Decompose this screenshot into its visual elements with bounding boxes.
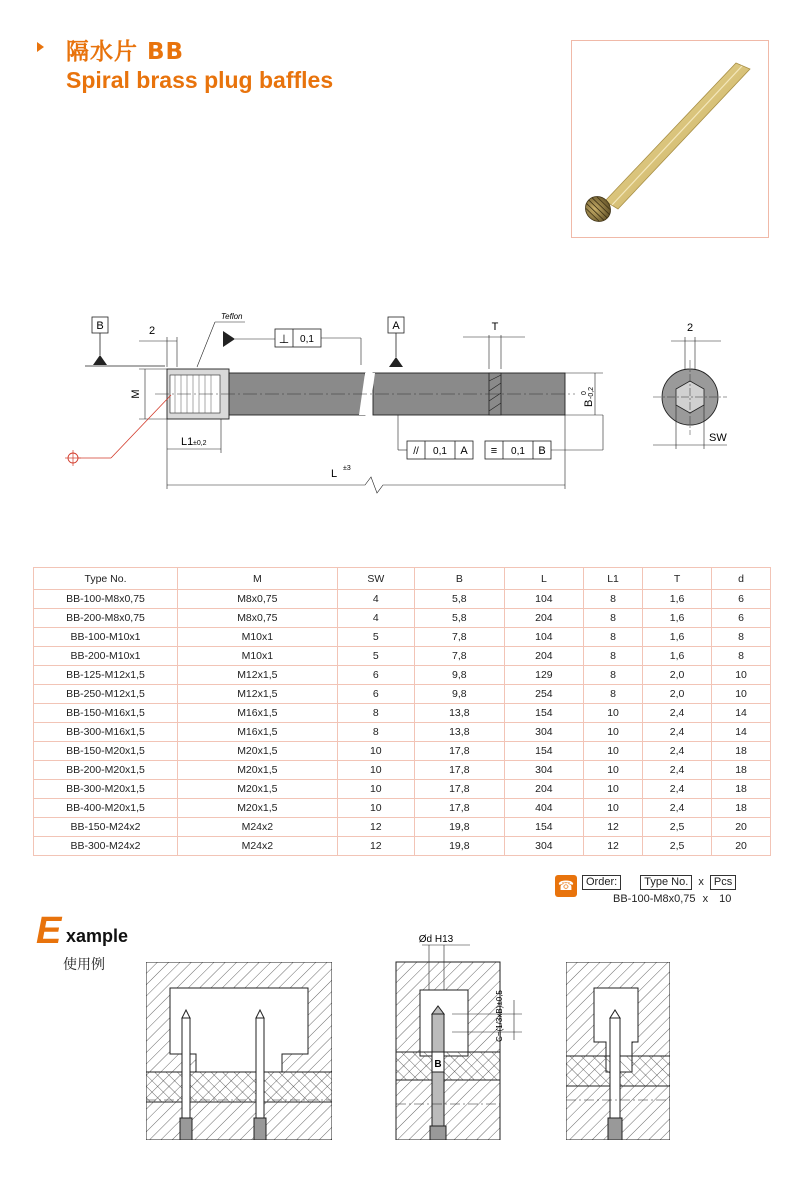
table-cell: 6 — [712, 590, 771, 609]
product-title-en: Spiral brass plug baffles — [66, 67, 334, 93]
phone-order-icon: ☎ — [555, 875, 577, 897]
example-c-formula: C=(1/3xB)±0,5 — [495, 990, 504, 1042]
table-cell: 104 — [504, 628, 583, 647]
table-cell: 104 — [504, 590, 583, 609]
side-sw-label: SW — [709, 432, 727, 444]
table-cell: 1,6 — [642, 590, 711, 609]
table-cell: 254 — [504, 685, 583, 704]
table-cell: 5 — [337, 647, 414, 666]
table-cell: 4 — [337, 590, 414, 609]
table-row — [34, 742, 771, 761]
table-cell: 6 — [337, 685, 414, 704]
table-cell: BB-200-M10x1 — [34, 647, 178, 666]
table-cell: 204 — [504, 780, 583, 799]
table-cell: BB-400-M20x1,5 — [34, 799, 178, 818]
table-cell: 204 — [504, 609, 583, 628]
table-cell: 154 — [504, 742, 583, 761]
table-cell: BB-200-M20x1,5 — [34, 761, 178, 780]
table-cell: 10 — [337, 761, 414, 780]
column-header: L — [504, 568, 583, 590]
flat-ref: B — [538, 445, 546, 457]
table-cell: 18 — [712, 799, 771, 818]
table-cell: 10 — [584, 742, 643, 761]
example-figure-3 — [566, 962, 670, 1140]
column-header: d — [712, 568, 771, 590]
example-figure-2 — [392, 930, 532, 1140]
example-heading: xample — [66, 926, 129, 946]
table-cell: 6 — [337, 666, 414, 685]
table-cell: 19,8 — [414, 818, 504, 837]
side-dim-2: 2 — [686, 322, 694, 334]
table-cell: 18 — [712, 780, 771, 799]
table-row — [34, 590, 771, 609]
table-row — [34, 799, 771, 818]
order-example — [613, 893, 731, 905]
table-cell: BB-300-M20x1,5 — [34, 780, 178, 799]
table-row — [34, 609, 771, 628]
table-cell: 5,8 — [414, 609, 504, 628]
order-format — [582, 875, 736, 890]
product-photo — [571, 40, 769, 238]
title-bullet-icon — [37, 42, 44, 52]
table-cell: BB-100-M8x0,75 — [34, 590, 178, 609]
table-header-row — [34, 568, 771, 590]
svg-text://: // — [413, 446, 419, 457]
end-view — [653, 322, 727, 449]
table-cell: M8x0,75 — [178, 590, 338, 609]
table-cell: BB-125-M12x1,5 — [34, 666, 178, 685]
table-row — [34, 723, 771, 742]
table-cell: 14 — [712, 723, 771, 742]
table-cell: 2,5 — [642, 837, 711, 856]
table-cell: 8 — [584, 590, 643, 609]
table-cell: 8 — [337, 704, 414, 723]
table-row — [34, 837, 771, 856]
table-cell: 10 — [584, 780, 643, 799]
dim-l1-label: L1 — [181, 436, 194, 448]
table-cell: M16x1,5 — [178, 704, 338, 723]
table-cell: 1,6 — [642, 609, 711, 628]
table-cell: 154 — [504, 818, 583, 837]
parallel-tol: 0,1 — [433, 446, 447, 457]
table-cell: 1,6 — [642, 628, 711, 647]
table-cell: 10 — [712, 685, 771, 704]
table-cell: 14 — [712, 704, 771, 723]
table-cell: 404 — [504, 799, 583, 818]
example-initial: E — [36, 910, 62, 952]
table-cell: BB-150-M16x1,5 — [34, 704, 178, 723]
table-cell: M20x1,5 — [178, 780, 338, 799]
table-row — [34, 704, 771, 723]
table-row — [34, 647, 771, 666]
table-cell: 8 — [584, 628, 643, 647]
table-cell: 2,4 — [642, 742, 711, 761]
flat-tol: 0,1 — [511, 446, 525, 457]
table-row — [34, 628, 771, 647]
table-cell: 8 — [584, 609, 643, 628]
table-row — [34, 818, 771, 837]
table-cell: 304 — [504, 723, 583, 742]
dim-l-label: L — [331, 468, 338, 480]
table-cell: 2,0 — [642, 666, 711, 685]
table-cell: M8x0,75 — [178, 609, 338, 628]
table-cell: M24x2 — [178, 818, 338, 837]
table-cell: M10x1 — [178, 647, 338, 666]
table-cell: M20x1,5 — [178, 799, 338, 818]
table-cell: 17,8 — [414, 799, 504, 818]
table-cell: M20x1,5 — [178, 761, 338, 780]
table-cell: 1,6 — [642, 647, 711, 666]
dim-l1-tol: ±0,2 — [193, 440, 207, 447]
svg-text:⊥: ⊥ — [278, 332, 290, 346]
column-header: B — [414, 568, 504, 590]
dim-b-label: B — [583, 399, 595, 407]
table-cell: 304 — [504, 761, 583, 780]
order-times-2: x — [702, 893, 709, 905]
table-cell: 7,8 — [414, 628, 504, 647]
datum-b-label: B — [96, 320, 104, 332]
table-cell: 18 — [712, 761, 771, 780]
datum-a-label: A — [392, 320, 400, 332]
table-cell: 5,8 — [414, 590, 504, 609]
table-cell: 129 — [504, 666, 583, 685]
table-cell: 12 — [337, 818, 414, 837]
table-row — [34, 666, 771, 685]
table-cell: M12x1,5 — [178, 685, 338, 704]
brass-baffle-illustration — [572, 41, 768, 237]
table-cell: BB-200-M8x0,75 — [34, 609, 178, 628]
table-cell: 4 — [337, 609, 414, 628]
table-cell: 304 — [504, 837, 583, 856]
column-header: Type No. — [34, 568, 178, 590]
order-times-1: x — [698, 876, 704, 888]
table-cell: 8 — [712, 647, 771, 666]
column-header: M — [178, 568, 338, 590]
order-example-qty: 10 — [719, 893, 732, 905]
dim-t-label: T — [491, 321, 499, 333]
column-header: SW — [337, 568, 414, 590]
table-cell: 10 — [584, 761, 643, 780]
column-header: T — [642, 568, 711, 590]
product-title-cn: 隔水片 BB — [66, 39, 185, 65]
spec-table — [33, 567, 771, 856]
table-cell: 9,8 — [414, 685, 504, 704]
table-cell: 10 — [337, 780, 414, 799]
table-cell: 18 — [712, 742, 771, 761]
table-cell: BB-300-M16x1,5 — [34, 723, 178, 742]
table-cell: 10 — [337, 799, 414, 818]
table-cell: 2,0 — [642, 685, 711, 704]
table-cell: 2,4 — [642, 799, 711, 818]
svg-text:≡: ≡ — [490, 445, 498, 457]
table-cell: 2,4 — [642, 780, 711, 799]
table-cell: 8 — [712, 628, 771, 647]
table-cell: 8 — [584, 647, 643, 666]
example-figure-1 — [146, 962, 332, 1140]
table-cell: 2,4 — [642, 761, 711, 780]
table-cell: M24x2 — [178, 837, 338, 856]
table-cell: 17,8 — [414, 742, 504, 761]
example-heading-cn: 使用例 — [63, 957, 105, 973]
table-cell: M12x1,5 — [178, 666, 338, 685]
table-cell: 20 — [712, 818, 771, 837]
table-cell: 13,8 — [414, 723, 504, 742]
table-cell: 8 — [584, 685, 643, 704]
table-cell: 6 — [712, 609, 771, 628]
table-cell: 2,5 — [642, 818, 711, 837]
order-pcs-label: Pcs — [710, 875, 736, 890]
table-cell: 20 — [712, 837, 771, 856]
dim-2-label: 2 — [149, 325, 156, 337]
example-od-label: Ød H13 — [418, 934, 454, 945]
table-cell: 17,8 — [414, 780, 504, 799]
table-cell: M16x1,5 — [178, 723, 338, 742]
table-cell: 12 — [584, 818, 643, 837]
table-body — [34, 590, 771, 856]
order-example-type: BB-100-M8x0,75 — [613, 893, 696, 905]
dim-l-tol: ±3 — [343, 465, 351, 472]
table-cell: BB-150-M20x1,5 — [34, 742, 178, 761]
table-cell: BB-100-M10x1 — [34, 628, 178, 647]
dim-b-lower: -0,2 — [588, 386, 595, 399]
table-cell: 9,8 — [414, 666, 504, 685]
column-header: L1 — [584, 568, 643, 590]
table-cell: 204 — [504, 647, 583, 666]
teflon-label: Teflon — [221, 312, 243, 321]
dim-b-upper: 0 — [581, 391, 588, 395]
order-label: Order: — [582, 875, 621, 890]
table-cell: 7,8 — [414, 647, 504, 666]
table-cell: 10 — [584, 799, 643, 818]
table-cell: BB-150-M24x2 — [34, 818, 178, 837]
table-cell: 8 — [584, 666, 643, 685]
table-cell: 5 — [337, 628, 414, 647]
table-cell: 12 — [337, 837, 414, 856]
table-row — [34, 780, 771, 799]
example-b-mark: B — [434, 1059, 442, 1070]
table-cell: 13,8 — [414, 704, 504, 723]
order-type-label: Type No. — [640, 875, 692, 890]
technical-drawing — [55, 305, 755, 505]
perp-tol: 0,1 — [300, 334, 314, 345]
table-cell: 8 — [337, 723, 414, 742]
table-cell: BB-300-M24x2 — [34, 837, 178, 856]
table-cell: 10 — [584, 704, 643, 723]
table-cell: M10x1 — [178, 628, 338, 647]
table-row — [34, 685, 771, 704]
table-row — [34, 761, 771, 780]
table-cell: 10 — [584, 723, 643, 742]
dim-m-label: M — [130, 389, 142, 399]
table-cell: 154 — [504, 704, 583, 723]
table-cell: M20x1,5 — [178, 742, 338, 761]
table-cell: 2,4 — [642, 704, 711, 723]
table-cell: 12 — [584, 837, 643, 856]
table-cell: 10 — [712, 666, 771, 685]
table-cell: 19,8 — [414, 837, 504, 856]
table-cell: 10 — [337, 742, 414, 761]
table-cell: 2,4 — [642, 723, 711, 742]
table-cell: 17,8 — [414, 761, 504, 780]
table-cell: BB-250-M12x1,5 — [34, 685, 178, 704]
parallel-ref: A — [460, 445, 468, 457]
